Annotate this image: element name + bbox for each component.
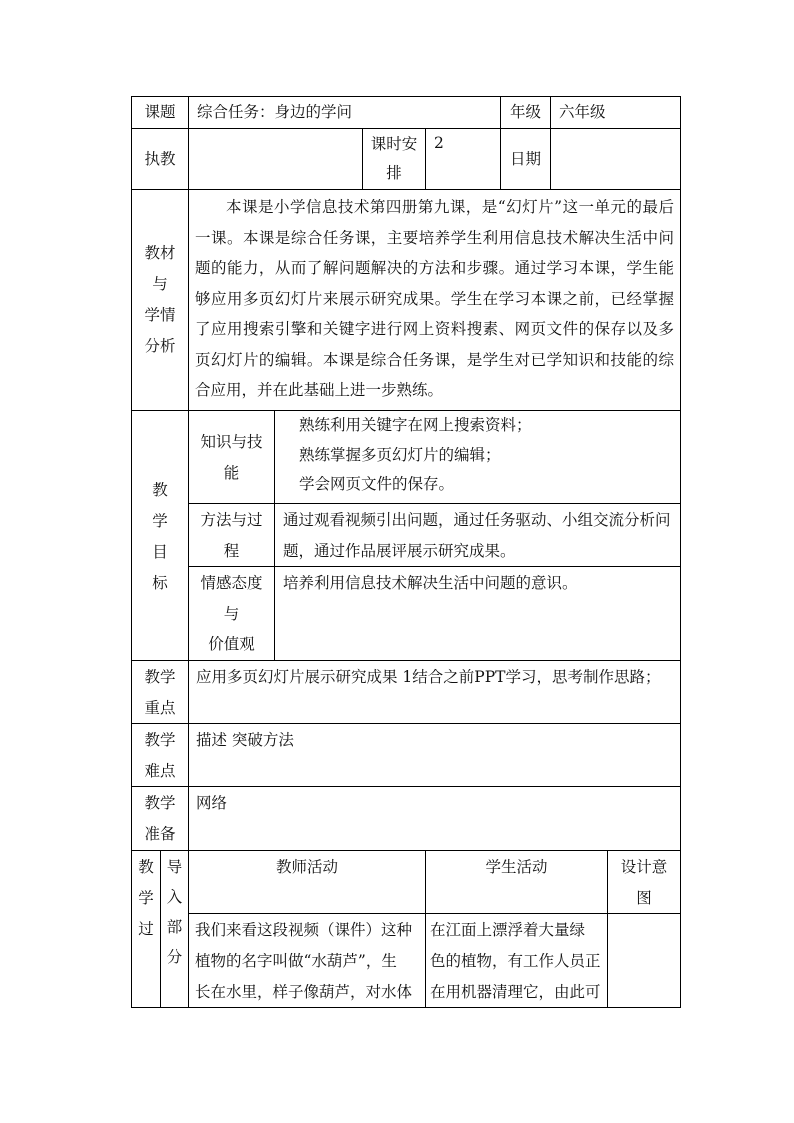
design-intent-header: 设计意 图 (608, 851, 681, 914)
teacher-activity-header: 教师活动 (189, 851, 426, 914)
date-label: 日期 (501, 129, 551, 190)
student-activity-text: 在江面上漂浮着大量绿 色的植物，有工作人员正 在用机器清理它，由此可 (426, 914, 608, 1008)
teacher-activity-text: 我们来看这段视频（课件）这种 植物的名字叫做“水葫芦”，生 长在水里，样子像葫芦，对水体 (189, 914, 426, 1008)
hours-label: 课时安 排 (363, 129, 426, 190)
teacher-value (189, 129, 363, 190)
student-activity-header: 学生活动 (426, 851, 608, 914)
knowledge-item: 熟练掌握多页幻灯片的编辑； (299, 445, 501, 464)
process-outer-label: 教 学 过 (131, 851, 161, 1008)
date-value (551, 129, 681, 190)
hours-value: 2 (426, 129, 501, 190)
method-text: 通过观看视频引出问题，通过任务驱动、小组交流分析问题，通过作品展评展示研究成果。 (275, 504, 681, 567)
knowledge-items (275, 411, 681, 504)
preparation-text: 网络 (189, 787, 681, 851)
grade-label: 年级 (501, 96, 551, 129)
knowledge-item: 学会网页文件的保存。 (299, 475, 455, 493)
emotion-label: 情感态度 与 价值观 (189, 567, 275, 661)
process-section-label: 导 入 部 分 (161, 851, 189, 1008)
key-points-text: 应用多页幻灯片展示研究成果 1结合之前PPT学习，思考制作思路； (189, 661, 681, 724)
difficulties-label: 教学 难点 (131, 724, 189, 787)
teacher-label: 执教 (131, 129, 189, 190)
design-intent-text (608, 914, 681, 1008)
analysis-text: 本课是小学信息技术第四册第九课，是“幻灯片”这一单元的最后一课。本课是综合任务课，主要培养学生利用信息技术解决生活中问题的能力，从而了解问题解决的方法和步骤。通过学习本课，学生能够应用多页幻灯片来展示研究成果。学生在学习本课之前，已经掌握了应用搜索引擎和关键字进行网上资料搜素、网页文件的保存以及多页幻灯片的编辑。本课是综合任务课，是学生对已学知识和技能的综合应用，并在此基础上进一步熟练。 (189, 190, 681, 411)
method-label: 方法与过 程 (189, 504, 275, 567)
knowledge-label: 知识与技 能 (189, 411, 275, 504)
emotion-text: 培养利用信息技术解决生活中问题的意识。 (275, 567, 681, 661)
difficulties-text: 描述 突破方法 (189, 724, 681, 787)
analysis-label: 教材 与 学情 分析 (131, 190, 189, 411)
knowledge-item: 熟练利用关键字在网上搜索资料； (299, 416, 532, 434)
grade-value: 六年级 (551, 96, 681, 129)
key-points-label: 教学 重点 (131, 661, 189, 724)
objectives-label: 教 学 目 标 (131, 411, 189, 661)
topic-value: 综合任务：身边的学问 (189, 96, 501, 129)
topic-label: 课题 (131, 96, 189, 129)
preparation-label: 教学 准备 (131, 787, 189, 851)
